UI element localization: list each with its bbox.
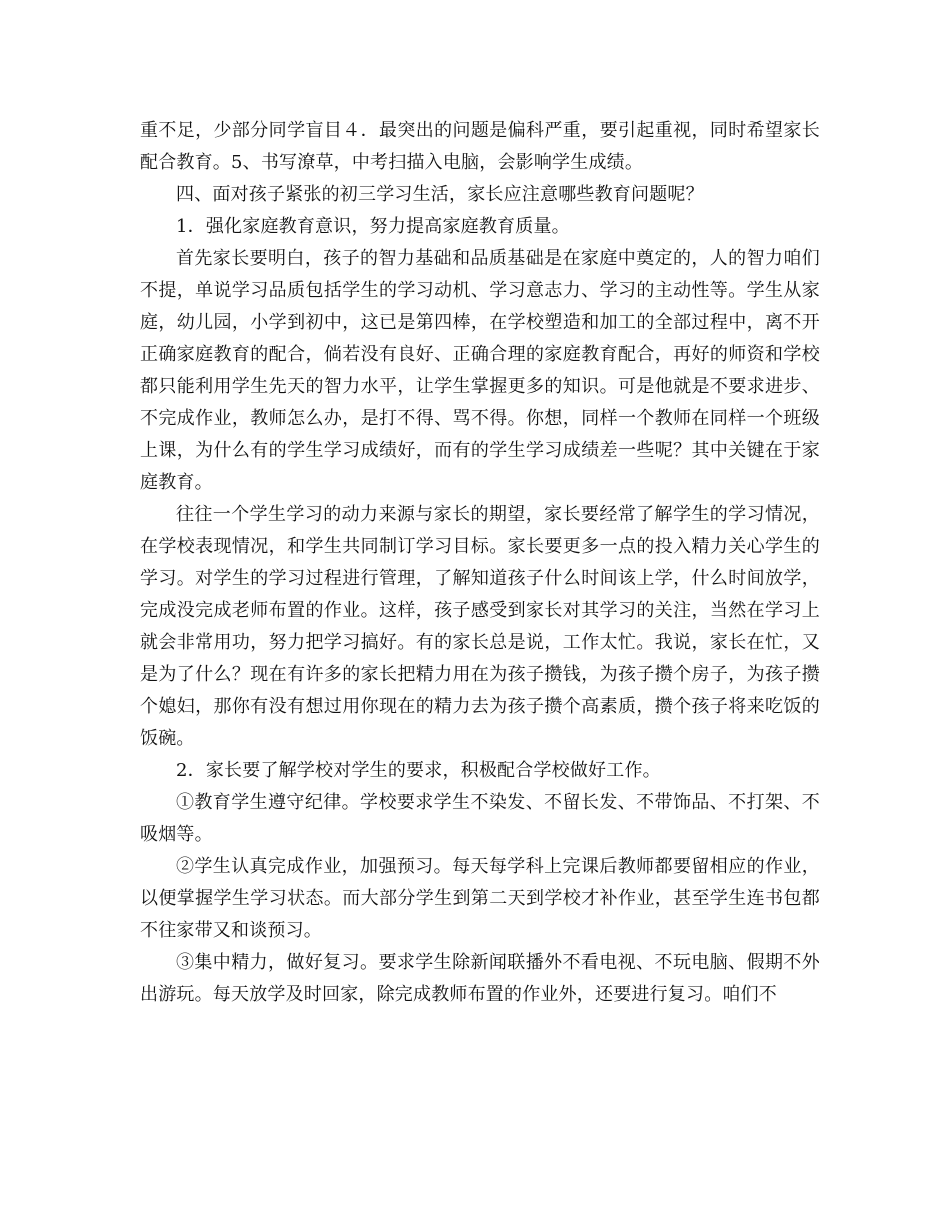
section-heading: 四、面对孩子紧张的初三学习生活，家长应注意哪些教育问题呢？ bbox=[176, 184, 704, 205]
paragraph: 重不足，少部分同学盲目４．最突出的问题是偏科严重，要引起重视，同时希望家长配合教育。5、书写潦草，中考扫描入电脑，会影响学生成绩。 bbox=[140, 120, 820, 173]
list-item: ①教育学生遵守纪律。学校要求学生不染发、不留长发、不带饰品、不打架、不吸烟等。 bbox=[140, 792, 820, 845]
document-body bbox=[140, 115, 820, 1011]
subsection-heading: 1．强化家庭教育意识，努力提高家庭教育质量。 bbox=[176, 216, 570, 237]
paragraph: 首先家长要明白，孩子的智力基础和品质基础是在家庭中奠定的，人的智力咱们不提，单说学习品质包括学生的学习动机、学习意志力、学习的主动性等。学生从家庭，幼儿园，小学到初中，这已是第四棒，在学校塑造和加工的全部过程中，离不开正确家庭教育的配合，倘若没有良好、正确合理的家庭教育配合，再好的师资和学校都只能利用学生先天的智力水平，让学生掌握更多的知识。可是他就是不要求进步、不完成作业，教师怎么办，是打不得、骂不得。你想，同样一个教师在同样一个班级上课，为什么有的学生学习成绩好，而有的学生学习成绩差一些呢？其中关键在于家庭教育。 bbox=[140, 248, 820, 493]
subsection-heading: 2．家长要了解学校对学生的要求，积极配合学校做好工作。 bbox=[176, 760, 661, 781]
list-item: ③集中精力，做好复习。要求学生除新闻联播外不看电视、不玩电脑、假期不外出游玩。每天放学及时回家，除完成教师布置的作业外，还要进行复习。咱们不 bbox=[140, 952, 820, 1005]
paragraph: 往往一个学生学习的动力来源与家长的期望，家长要经常了解学生的学习情况，在学校表现情况，和学生共同制订学习目标。家长要更多一点的投入精力关心学生的学习。对学生的学习过程进行管理，了解知道孩子什么时间该上学，什么时间放学，完成没完成老师布置的作业。这样，孩子感受到家长对其学习的关注，当然在学习上就会非常用功，努力把学习搞好。有的家长总是说，工作太忙。我说，家长在忙，又是为了什么？现在有许多的家长把精力用在为孩子攒钱，为孩子攒个房子，为孩子攒个媳妇，那你有没有想过用你现在的精力去为孩子攒个高素质，攒个孩子将来吃饭的饭碗。 bbox=[140, 504, 820, 749]
list-item: ②学生认真完成作业，加强预习。每天每学科上完课后教师都要留相应的作业，以便掌握学生学习状态。而大部分学生到第二天到学校才补作业，甚至学生连书包都不往家带又和谈预习。 bbox=[140, 856, 820, 941]
